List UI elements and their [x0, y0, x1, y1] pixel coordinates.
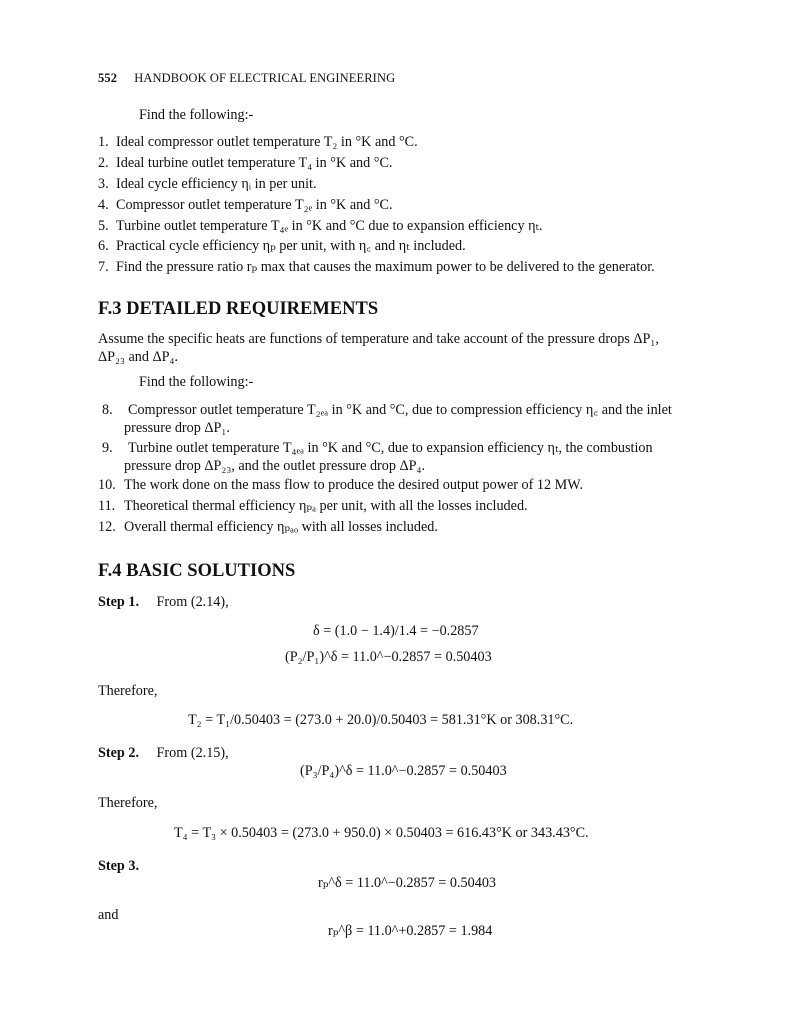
section-heading-f3: F.3 DETAILED REQUIREMENTS [98, 299, 379, 319]
running-title: HANDBOOK OF ELECTRICAL ENGINEERING [134, 71, 396, 85]
list-item: 5. Turbine outlet temperature T₄ₑ in °K and °C due to expansion efficiency ηₜ. [98, 218, 543, 234]
list-item: 8. Compressor outlet temperature T₂ₑₐ in °K and °C, due to compression efficiency η꜀ and the inlet [102, 402, 672, 418]
list-item-continuation: pressure drop ΔP₁. [124, 420, 230, 436]
step-3 [98, 857, 139, 875]
equation: δ = (1.0 − 1.4)/1.4 = −0.2857 [313, 623, 479, 639]
therefore-text: Therefore, [98, 795, 158, 811]
list-item: 7. Find the pressure ratio rₚ max that causes the maximum power to be delivered to the generator. [98, 259, 655, 275]
list-item-continuation: pressure drop ΔP₂₃, and the outlet pressure drop ΔP₄. [124, 458, 426, 474]
list-item: 12. Overall thermal efficiency ηₚₐₒ with all losses included. [98, 519, 438, 535]
step-reference: From (2.15), [156, 745, 229, 761]
step-label: Step 2. [98, 745, 139, 761]
section-heading-f4: F.4 BASIC SOLUTIONS [98, 561, 296, 581]
equation: T₂ = T₁/0.50403 = (273.0 + 20.0)/0.50403 = 581.31°K or 308.31°C. [188, 712, 574, 728]
find-following-1: Find the following:- [139, 107, 254, 123]
equation: (P₃/P₄)^δ = 11.0^−0.2857 = 0.50403 [300, 763, 507, 779]
find-following-2: Find the following:- [139, 374, 254, 390]
list-item: 4. Compressor outlet temperature T₂ₑ in °K and °C. [98, 197, 393, 213]
step-2 [98, 744, 229, 762]
equation: T₄ = T₃ × 0.50403 = (273.0 + 950.0) × 0.50403 = 616.43°K or 343.43°C. [174, 825, 589, 841]
step-label: Step 1. [98, 594, 139, 610]
and-text: and [98, 907, 119, 923]
equation: rₚ^δ = 11.0^−0.2857 = 0.50403 [318, 875, 497, 891]
list-item: 2. Ideal turbine outlet temperature T₄ in °K and °C. [98, 155, 393, 171]
therefore-text: Therefore, [98, 683, 158, 699]
paragraph-line: ΔP₂₃ and ΔP₄. [98, 349, 178, 365]
list-item: 3. Ideal cycle efficiency ηᵢ in per unit. [98, 176, 317, 192]
list-item: 6. Practical cycle efficiency ηₚ per unit, with η꜀ and ηₜ included. [98, 238, 466, 254]
step-label: Step 3. [98, 858, 139, 874]
paragraph-line: Assume the specific heats are functions of temperature and take account of the pressure drops ΔP₁, [98, 331, 659, 347]
page-number: 552 [98, 71, 118, 85]
step-1 [98, 593, 229, 611]
step-reference: From (2.14), [156, 594, 229, 610]
list-item: 11. Theoretical thermal efficiency ηₚₐ per unit, with all the losses included. [98, 498, 528, 514]
equation: rₚ^β = 11.0^+0.2857 = 1.984 [328, 923, 493, 939]
equation: (P₂/P₁)^δ = 11.0^−0.2857 = 0.50403 [285, 649, 492, 665]
list-item: 1. Ideal compressor outlet temperature T₂ in °K and °C. [98, 134, 418, 150]
running-header [98, 71, 395, 86]
list-item: 9. Turbine outlet temperature T₄ₑₐ in °K and °C, due to expansion efficiency ηₜ, the combustion [102, 440, 653, 456]
list-item: 10. The work done on the mass flow to produce the desired output power of 12 MW. [98, 477, 583, 493]
